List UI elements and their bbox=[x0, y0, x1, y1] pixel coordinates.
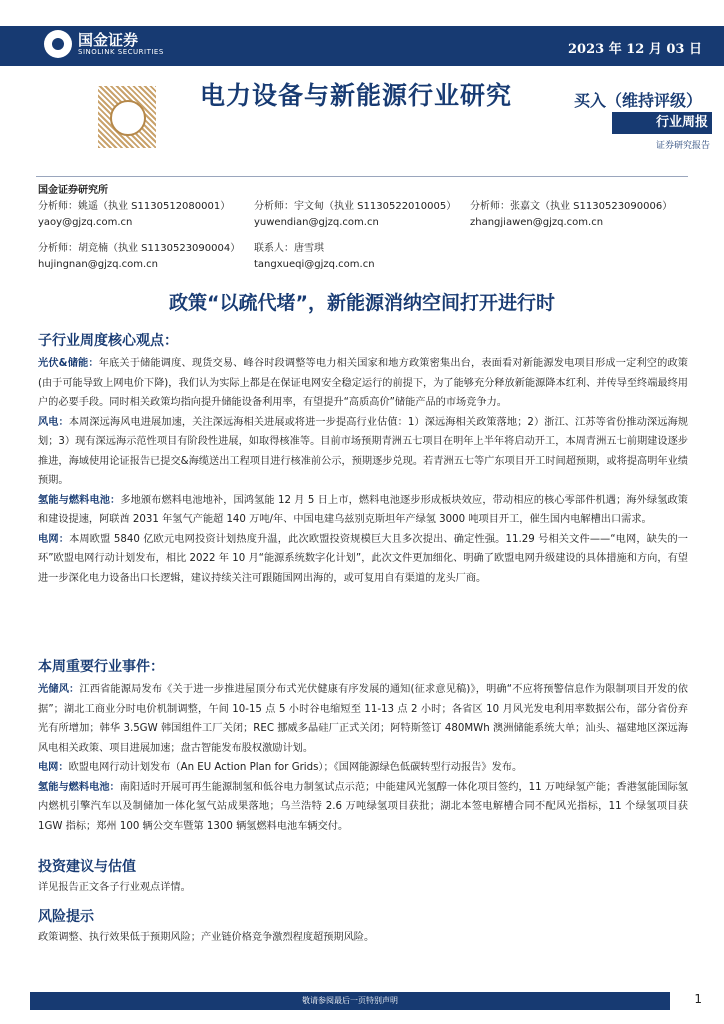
paragraph-text: 年底关于储能调度、现货交易、峰谷时段调整等电力相关国家和地方政策密集出台，表面看对新能源发电项目形成一定利空的政策(由于可能导致上网电价下降)，我们认为实际上都是在保证电网安全稳定运行的前提下，为了能够充分释放新能源降本红利、并传导至终端最终用户的必要手段。同时相关政策均指向提升储能设备利用率，有望提升“高质高价”储能产品的市场竞争力。 bbox=[38, 358, 688, 408]
paragraph-wind bbox=[38, 413, 688, 491]
paragraph-text: 本周欧盟 5840 亿欧元电网投资计划热度升温，此次欧盟投资规模巨大且多次提出、确定性强。11.29 号相关文件——“电网，缺失的一环”欧盟电网行动计划发布，相比 2022 年 10 月“能源系统数字化计划”，此次文件更加细化、明确了欧盟电网升级建设的具体措施和方向，有望进一步深化电力设备出口长逻辑，建议持续关注可跟随国网出海的，或可复用自有渠道的龙头厂商。 bbox=[38, 533, 688, 584]
section-heading-core-views: 子行业周度核心观点： bbox=[38, 333, 178, 349]
report-subtype: 证券研究报告 bbox=[655, 141, 710, 151]
paragraph-keyword: 光伏&储能： bbox=[38, 358, 99, 369]
paragraph-text: 欧盟电网行动计划发布（An EU Action Plan for Grids）；《国网能源绿色低碳转型行动报告》发布。 bbox=[68, 762, 523, 773]
analyst-block bbox=[38, 183, 688, 273]
investment-text: 详见报告正文各子行业观点详情。 bbox=[38, 882, 191, 893]
report-title: 电力设备与新能源行业研究 bbox=[200, 81, 513, 110]
analyst-label: 分析师：张嘉文（执业 S1130523090006） bbox=[470, 201, 673, 212]
analyst-label: 分析师：姚遥（执业 S1130512080001） bbox=[38, 201, 231, 212]
logo-name-cn: 国金证券 bbox=[78, 30, 139, 49]
qr-code-icon bbox=[98, 86, 156, 148]
analyst-email[interactable]: hujingnan@gjzq.com.cn bbox=[38, 259, 158, 270]
event-pv-wind bbox=[38, 680, 688, 758]
paragraph-text: 江西省能源局发布《关于进一步推进屋顶分布式光伏健康有序发展的通知(征求意见稿)》，明确“不应将预警信息作为限制项目开发的依据”；湖北工商业分时电价机制调整，午间 10-15 点 5 小时谷电缩短至 11-13 点 2 小时；各省区 10 月风光发电利用率数据公布，部分省份弃光有所增加；韩华 3.5GW 韩国组件工厂关闭；REC 挪威多晶硅厂正式关闭；阿特斯签订 480MWh 澳洲储能系统大单；汕头、福建地区深远海风电相关政策、项目进展加速；盘古智能发布股权激励计划。 bbox=[38, 684, 688, 754]
core-views-body bbox=[38, 354, 688, 588]
page-number: 1 bbox=[694, 992, 702, 1006]
section-heading-investment: 投资建议与估值 bbox=[38, 859, 136, 875]
analyst-label: 分析师：胡竞楠（执业 S1130523090004） bbox=[38, 243, 241, 254]
report-type-badge: 行业周报 bbox=[612, 112, 712, 134]
page-footer bbox=[0, 988, 724, 1024]
paragraph-text: 多地颁布燃料电池地补，国鸿氢能 12 月 5 日上市，燃料电池逐步形成板块效应，带动相应的核心零部件机遇；海外绿氢政策和建设提速，阿联酋 2031 年氢气产能超 140 万吨/年、中国电建乌兹别克斯坦年产绿氢 3000 吨项目开工，催生国内电解槽出口需求。 bbox=[38, 494, 688, 525]
report-header bbox=[0, 0, 724, 160]
section-heading-events: 本周重要行业事件： bbox=[38, 659, 164, 675]
divider bbox=[36, 176, 688, 177]
risk-text: 政策调整、执行效果低于预期风险；产业链价格竞争激烈程度超预期风险。 bbox=[38, 932, 375, 943]
paragraph-text: 南阳适时开展可再生能源制氢和低谷电力制氢试点示范；中能建风光氢醇一体化项目签约，11 万吨绿氢产能；香港氢能国际氢内燃机引擎汽车以及制储加一体化氢气站成果落地；乌兰浩特 2.6 万吨绿氢项目获批；湖北本签电解槽合同不配风光指标，11 个绿氢项目获 1GW 指标；郑州 100 辆公交车暨第 1300 辆氢燃料电池车辆交付。 bbox=[38, 781, 688, 832]
paragraph-keyword: 电网： bbox=[38, 533, 70, 545]
logo-icon bbox=[44, 30, 72, 58]
analyst-email[interactable]: yuwendian@gjzq.com.cn bbox=[254, 217, 379, 228]
paragraph-text: 本周深远海风电进展加速，关注深远海相关进展或将进一步提高行业估值：1）深远海相关政策落地；2）浙江、江苏等省份推动深远海规划；3）现有深远海示范性项目有阶段性进展，如取得核准等。目前市场预期青洲五七项目在明年上半年将启动开工，本周青洲五七前期建设逐步推进，海域使用论证报告已提交&海缆送出工程项目进行核准前公示，预期逐步兑现。若青洲五七等广东项目开工时间超预期，或将提高明年业绩预期。 bbox=[38, 416, 688, 486]
paragraph-hydrogen bbox=[38, 491, 688, 530]
paragraph-keyword: 光储风： bbox=[38, 684, 80, 695]
institute-name: 国金证券研究所 bbox=[38, 185, 108, 196]
paragraph-grid bbox=[38, 530, 688, 589]
report-date: 2023 年 12 月 03 日 bbox=[568, 42, 702, 57]
analyst-email[interactable]: zhangjiawen@gjzq.com.cn bbox=[470, 217, 604, 228]
footer-disclaimer: 敬请参阅最后一页特别声明 bbox=[30, 992, 670, 1010]
events-body bbox=[38, 680, 688, 836]
paragraph-keyword: 风电： bbox=[38, 416, 69, 428]
event-hydrogen bbox=[38, 778, 688, 837]
event-grid bbox=[38, 758, 688, 778]
contact-email[interactable]: tangxueqi@gjzq.com.cn bbox=[254, 259, 375, 270]
paragraph-pv-storage bbox=[38, 354, 688, 413]
headline: 政策“以疏代堵”，新能源消纳空间打开进行时 bbox=[169, 292, 555, 314]
company-logo bbox=[44, 30, 164, 58]
paragraph-keyword: 氢能与燃料电池： bbox=[38, 494, 121, 506]
contact-label: 联系人：唐雪琪 bbox=[254, 243, 324, 254]
paragraph-keyword: 氢能与燃料电池： bbox=[38, 781, 120, 793]
rating-label: 买入（维持评级） bbox=[573, 91, 702, 110]
analyst-email[interactable]: yaoy@gjzq.com.cn bbox=[38, 217, 133, 228]
logo-name-en: SINOLINK SECURITIES bbox=[78, 47, 164, 56]
section-heading-risk: 风险提示 bbox=[38, 909, 94, 925]
paragraph-keyword: 电网： bbox=[38, 762, 69, 773]
analyst-label: 分析师：宇文甸（执业 S1130522010005） bbox=[254, 201, 457, 212]
